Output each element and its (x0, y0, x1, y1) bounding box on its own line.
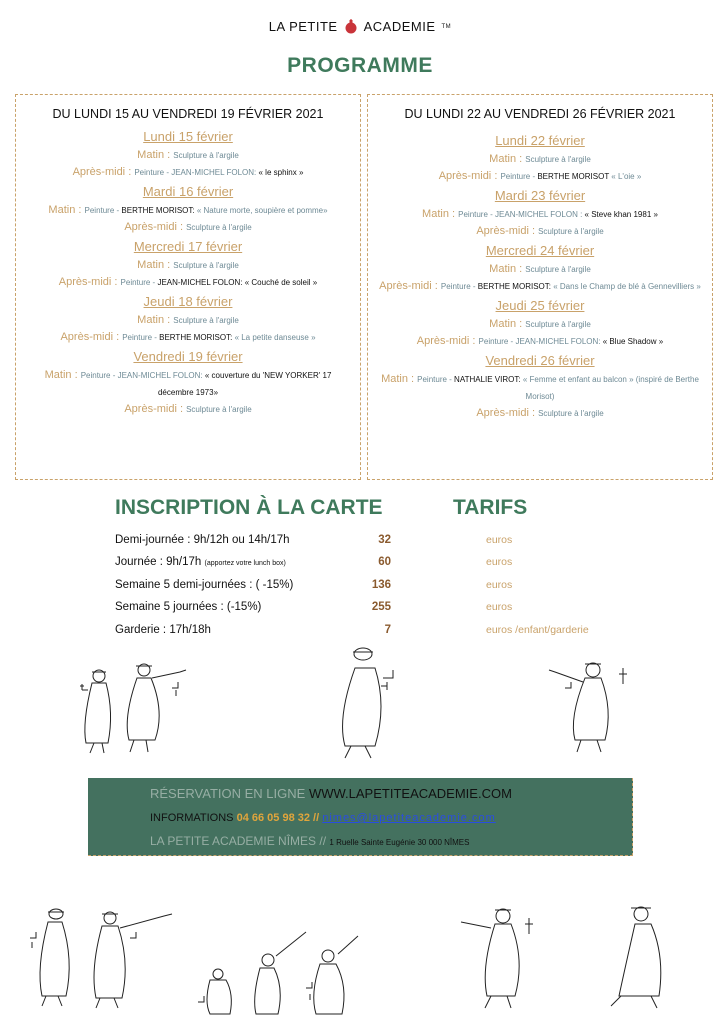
tarif-price: 60 (378, 556, 391, 568)
tarif-unit: euros (486, 534, 513, 546)
tarif-label (115, 556, 286, 568)
week-heading: DU LUNDI 15 AU VENDREDI 19 FÉVRIER 2021 (52, 107, 324, 121)
tarif-label (115, 601, 261, 613)
day-name: Vendredi 26 février (485, 353, 595, 368)
tarif-unit: euros (486, 601, 513, 613)
day-block (16, 294, 360, 346)
figures-illustration-icon (190, 928, 390, 1016)
figure-illustration-icon (455, 898, 555, 1014)
session-label: Après-midi (72, 166, 126, 178)
day-block (16, 349, 360, 418)
day-name: Vendredi 19 février (133, 349, 243, 364)
session-label: Après-midi (60, 331, 114, 343)
session-artist: BERTHE MORISOT (537, 172, 610, 181)
day-name: Mercredi 24 février (485, 243, 595, 258)
figure-illustration-icon (605, 896, 695, 1014)
day-name: Jeudi 25 février (495, 298, 585, 313)
session-activity: Sculpture à l'argile (173, 151, 239, 160)
email-link[interactable]: nimes@lapetiteacademie.com (322, 812, 496, 824)
session-label: Matin (137, 149, 165, 161)
session-activity: Sculpture à l'argile (538, 409, 604, 418)
tarif-label-text: Semaine 5 demi-journées : ( -15%) (115, 579, 294, 591)
brand (269, 19, 451, 35)
session-work: « La petite danseuse » (234, 333, 316, 342)
session-activity: Peinture - JEAN-MICHEL FOLON: (478, 337, 601, 346)
session-separator: : (407, 373, 418, 385)
session-activity: Peinture - (120, 278, 158, 287)
session-separator: : (516, 153, 526, 165)
session-activity: Peinture - JEAN-MICHEL FOLON: (134, 168, 257, 177)
session-separator: : (431, 280, 441, 292)
session-separator: : (448, 208, 459, 220)
tarif-unit: euros (486, 556, 513, 568)
phone-number[interactable]: 04 66 05 98 32 // (236, 812, 320, 824)
header (0, 18, 720, 36)
session-line (16, 164, 360, 181)
session-activity: Peinture - (500, 172, 538, 181)
week-days (368, 133, 712, 422)
session-separator: : (516, 318, 526, 330)
tarif-label (115, 624, 211, 636)
session-label: Matin (489, 318, 517, 330)
session-line (368, 151, 712, 168)
figures-illustration-icon (20, 898, 190, 1010)
reservation-line (150, 786, 512, 801)
session-activity: Peinture - JEAN-MICHEL FOLON : (458, 210, 583, 219)
session-label: Après-midi (476, 407, 529, 419)
session-work: « Couché de soleil » (244, 278, 318, 287)
tarif-row (115, 534, 635, 556)
session-separator: : (125, 166, 135, 178)
session-separator: : (176, 403, 187, 415)
tarif-price: 7 (384, 624, 391, 636)
day-name: Mardi 16 février (142, 184, 234, 199)
brand-left: LA PETITE (268, 19, 338, 34)
session-line (368, 278, 712, 295)
info-label: INFORMATIONS (150, 812, 234, 824)
session-activity: Peinture - (84, 206, 122, 215)
session-label: Après-midi (416, 335, 470, 347)
session-separator: : (164, 149, 174, 161)
session-line (16, 219, 360, 236)
session-separator: : (164, 259, 174, 271)
day-block (368, 298, 712, 350)
session-artist: JEAN-MICHEL FOLON: (157, 278, 243, 287)
session-label: Après-midi (379, 280, 432, 292)
day-name: Lundi 22 février (495, 133, 585, 148)
session-label: Matin (489, 153, 517, 165)
session-activity: Peinture - (440, 282, 478, 291)
session-separator: : (111, 276, 121, 288)
info-line (150, 812, 496, 824)
session-activity: Sculpture à l'argile (186, 223, 252, 232)
session-label: Matin (44, 369, 72, 381)
tarif-row (115, 556, 635, 578)
brand-right: ACADEMIE (363, 19, 436, 34)
tarif-price: 136 (371, 579, 391, 591)
reservation-link[interactable]: WWW.LAPETITEACADEMIE.COM (308, 786, 512, 801)
session-line (16, 274, 360, 291)
session-separator: : (491, 170, 501, 182)
session-line (16, 401, 360, 418)
day-name: Mardi 23 février (494, 188, 586, 203)
session-activity: Sculpture à l'argile (173, 316, 239, 325)
inscription-title: INSCRIPTION À LA CARTE (115, 496, 383, 519)
contact-banner (88, 778, 633, 856)
day-name: Jeudi 18 février (143, 294, 233, 309)
tarif-label-text: Demi-journée : 9h/12h ou 14h/17h (115, 534, 290, 546)
session-line (16, 329, 360, 346)
session-work: « Dans le Champ de blé à Gennevilliers » (553, 282, 701, 291)
week-heading: DU LUNDI 22 AU VENDREDI 26 FÉVRIER 2021 (404, 107, 676, 121)
session-artist: BERTHE MORISOT: (477, 282, 551, 291)
reservation-label: RÉSERVATION EN LIGNE (150, 786, 306, 801)
tarif-unit: euros (486, 579, 513, 591)
session-label: Matin (137, 259, 165, 271)
address: 1 Ruelle Sainte Eugénie 30 000 NÎMES (329, 838, 470, 847)
session-work: « le sphinx » (258, 168, 304, 177)
session-label: Après-midi (476, 225, 529, 237)
session-separator: : (469, 335, 479, 347)
tarif-row (115, 579, 635, 601)
session-artist: BERTHE MORISOT: (159, 333, 233, 342)
tarif-unit: euros /enfant/garderie (486, 624, 589, 636)
session-line (368, 168, 712, 185)
session-label: Matin (381, 373, 408, 385)
session-activity: Sculpture à l'argile (525, 155, 591, 164)
session-separator: : (75, 204, 85, 216)
day-block (368, 243, 712, 295)
week-days (16, 129, 360, 418)
session-label: Après-midi (124, 403, 177, 415)
week-2-box (367, 94, 713, 480)
figure-illustration-icon (325, 638, 415, 763)
tarif-label (115, 579, 293, 591)
session-activity: Peinture - (122, 333, 160, 342)
session-activity: Sculpture à l'argile (525, 265, 591, 274)
session-activity: Sculpture à l'argile (186, 405, 252, 414)
session-work: « couverture du 'NEW YORKER' 17 décembre 1973» (157, 371, 332, 397)
session-line (16, 312, 360, 329)
trademark: TM (441, 23, 452, 30)
page-title: PROGRAMME (287, 54, 433, 77)
tarif-row (115, 601, 635, 623)
day-name: Lundi 15 février (143, 129, 233, 144)
session-line (368, 333, 712, 350)
session-line (368, 316, 712, 333)
session-separator: : (528, 407, 539, 419)
session-activity: Sculpture à l'argile (173, 261, 239, 270)
day-block (16, 129, 360, 181)
session-label: Matin (137, 314, 165, 326)
figure-illustration-icon (545, 648, 645, 758)
day-block (16, 239, 360, 291)
session-activity: Peinture - JEAN-MICHEL FOLON: (80, 371, 203, 380)
tarif-label-text: Semaine 5 journées : (-15%) (115, 601, 262, 613)
tarif-price: 255 (371, 601, 391, 613)
session-separator: : (113, 331, 123, 343)
session-separator: : (164, 314, 174, 326)
logo-icon (344, 19, 358, 35)
session-work: « L'oie » (611, 172, 642, 181)
session-work: « Steve khan 1981 » (584, 210, 658, 219)
session-separator: : (516, 263, 526, 275)
week-1-box (15, 94, 361, 480)
session-activity: Sculpture à l'argile (525, 320, 591, 329)
session-line (368, 223, 712, 240)
session-separator: : (528, 225, 539, 237)
session-label: Après-midi (438, 170, 492, 182)
session-label: Après-midi (58, 276, 112, 288)
session-artist: NATHALIE VIROT: (454, 375, 521, 384)
session-separator: : (176, 221, 187, 233)
place-label: LA PETITE ACADEMIE NÎMES // (150, 834, 327, 848)
day-block (368, 188, 712, 240)
session-label: Matin (48, 204, 76, 216)
session-artist: BERTHE MORISOT: (121, 206, 195, 215)
day-block (368, 133, 712, 185)
day-block (368, 353, 712, 422)
session-label: Matin (422, 208, 449, 220)
session-work: « Femme et enfant au balcon » (inspiré de Berthe Morisot) (522, 375, 699, 401)
session-label: Après-midi (124, 221, 177, 233)
session-separator: : (71, 369, 81, 381)
day-block (16, 184, 360, 236)
session-line (368, 371, 712, 405)
tarif-label (115, 534, 290, 546)
session-activity: Peinture - (417, 375, 455, 384)
session-line (368, 206, 712, 223)
tarif-note: (apportez votre lunch box) (204, 560, 286, 567)
tarif-label-text: Garderie : 17h/18h (115, 624, 211, 636)
day-name: Mercredi 17 février (133, 239, 243, 254)
tarif-label-text: Journée : 9h/17h (115, 556, 202, 568)
session-line (368, 261, 712, 278)
address-line (150, 834, 469, 848)
tarif-price: 32 (378, 534, 391, 546)
session-line (16, 202, 360, 219)
session-line (16, 147, 360, 164)
session-line (368, 405, 712, 422)
session-activity: Sculpture à l'argile (538, 227, 604, 236)
figures-illustration-icon (72, 648, 202, 758)
session-work: « Nature morte, soupière et pomme» (196, 206, 328, 215)
tarifs-title: TARIFS (453, 496, 528, 519)
session-work: « Blue Shadow » (602, 337, 664, 346)
session-label: Matin (489, 263, 517, 275)
session-line (16, 257, 360, 274)
session-line (16, 367, 360, 401)
